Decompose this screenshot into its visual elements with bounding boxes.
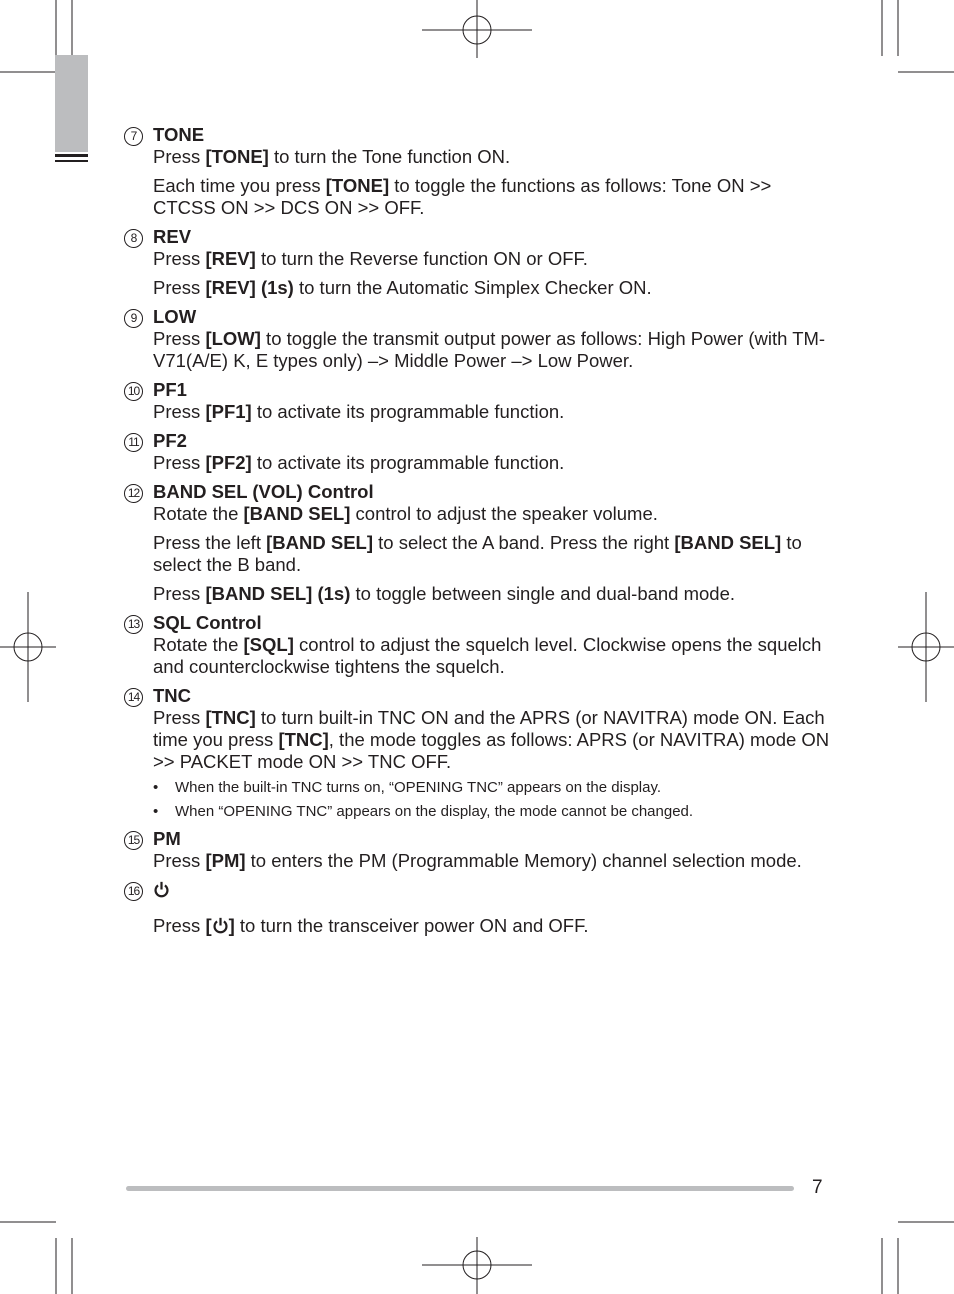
text-segment: Press [153,707,206,728]
key-label: [LOW] [205,328,261,349]
main-content [124,124,834,937]
key-label: [TNC] [205,707,256,728]
list-item [124,306,834,372]
text-segment: to activate its programmable function. [251,452,565,473]
key-label: [BAND SEL] [674,532,782,553]
note-bullet [153,803,834,821]
item-number: 15 [124,831,143,850]
list-item [124,612,834,678]
text-segment: Press [153,915,206,936]
text-segment: to turn the Tone function ON. [268,146,511,167]
text-segment: Rotate the [153,503,244,524]
key-label: [REV] (1s) [205,277,294,298]
item-number: 9 [124,309,143,328]
key-bracket: ] [228,915,235,936]
key-label: [REV] [205,248,256,269]
text-segment: Press [153,328,206,349]
text-segment: to toggle between single and dual-band mode. [350,583,736,604]
footer-bar [126,1186,794,1191]
list-item [124,828,834,872]
key-label: [PF1] [205,401,252,422]
item-paragraph [153,175,834,219]
note-text: When the built-in TNC turns on, “OPENING TNC” appears on the display. [175,779,662,796]
key-label: [BAND SEL] (1s) [205,583,351,604]
text-segment: Press [153,452,206,473]
item-title: PM [153,828,181,849]
text-segment: to turn the transceiver power ON and OFF. [234,915,589,936]
item-title: TNC [153,685,192,706]
key-label: [TNC] [278,729,329,750]
item-paragraph [153,915,834,937]
key-label: [SQL] [243,634,294,655]
item-title: REV [153,226,192,247]
list-item-power [124,879,834,937]
page-number: 7 [812,1177,823,1198]
text-segment: to activate its programmable function. [251,401,565,422]
text-segment: to enters the PM (Programmable Memory) channel selection mode. [245,850,802,871]
list-item [124,481,834,605]
item-paragraph [153,503,834,525]
note-bullet [153,779,834,797]
text-segment: , the mode toggles as follows: APRS (or NAVITRA) mode ON >> PACKET mode ON >> TNC OFF. [153,729,830,772]
item-paragraph [153,146,834,168]
item-paragraph [153,401,834,423]
item-title: PF2 [153,430,187,451]
item-title: PF1 [153,379,187,400]
item-paragraph [153,583,834,605]
text-segment: to turn the Reverse function ON or OFF. [255,248,588,269]
item-number: 7 [124,127,143,146]
list-item [124,685,834,821]
bullet-dot: • [153,803,159,820]
text-segment: Press the left [153,532,267,553]
item-number: 16 [124,882,143,901]
item-paragraph [153,328,834,372]
item-paragraph [153,452,834,474]
power-icon [212,917,229,934]
key-label: [BAND SEL] [243,503,351,524]
text-segment: control to adjust the speaker volume. [350,503,658,524]
item-paragraph [153,634,834,678]
item-number: 11 [124,433,143,452]
text-segment: control to adjust the squelch level. Clockwise opens the squelch and counterclockwise tightens the squelch. [153,634,822,677]
text-segment: Press [153,583,206,604]
item-paragraph [153,532,834,576]
text-segment: Press [153,248,206,269]
list-item [124,226,834,299]
item-number: 14 [124,688,143,707]
text-segment: Rotate the [153,634,244,655]
item-number: 13 [124,615,143,634]
text-segment: Press [153,277,206,298]
item-paragraph [153,850,834,872]
text-segment: to select the A band. Press the right [373,532,675,553]
text-segment: to select the B band. [153,532,802,575]
key-label: [PM] [205,850,246,871]
tab-rule [55,160,88,162]
text-segment: to toggle the functions as follows: Tone ON >> CTCSS ON >> DCS ON >> OFF. [153,175,772,218]
power-icon [153,881,170,898]
list-item [124,379,834,423]
text-segment: to turn the Automatic Simplex Checker ON. [293,277,652,298]
text-segment: to turn built-in TNC ON and the APRS (or NAVITRA) mode ON. Each time you press [153,707,825,750]
item-number: 12 [124,484,143,503]
item-paragraph [153,248,834,270]
item-title: TONE [153,124,205,145]
item-paragraph [153,707,834,773]
list-item [124,430,834,474]
item-number: 10 [124,382,143,401]
item-title: BAND SEL (VOL) Control [153,481,374,502]
text-segment: Press [153,146,206,167]
note-text: When “OPENING TNC” appears on the display, the mode cannot be changed. [175,803,694,820]
text-segment: to toggle the transmit output power as follows: High Power (with TM-V71(A/E) K, E types only) –> Middle Power –> Low Power. [153,328,826,371]
item-paragraph [153,277,834,299]
list-item [124,124,834,219]
text-segment: Each time you press [153,175,326,196]
key-label: [BAND SEL] [266,532,373,553]
key-label: [PF2] [205,452,252,473]
key-label: [TONE] [325,175,390,196]
key-bracket: [ [205,915,212,936]
item-title-power [153,879,834,901]
item-title: LOW [153,306,197,327]
tab-rule [55,154,88,157]
chapter-tab [55,55,88,152]
text-segment: Press [153,850,206,871]
item-number: 8 [124,229,143,248]
key-label: [TONE] [205,146,269,167]
bullet-dot: • [153,779,159,796]
item-title: SQL Control [153,612,262,633]
text-segment: Press [153,401,206,422]
